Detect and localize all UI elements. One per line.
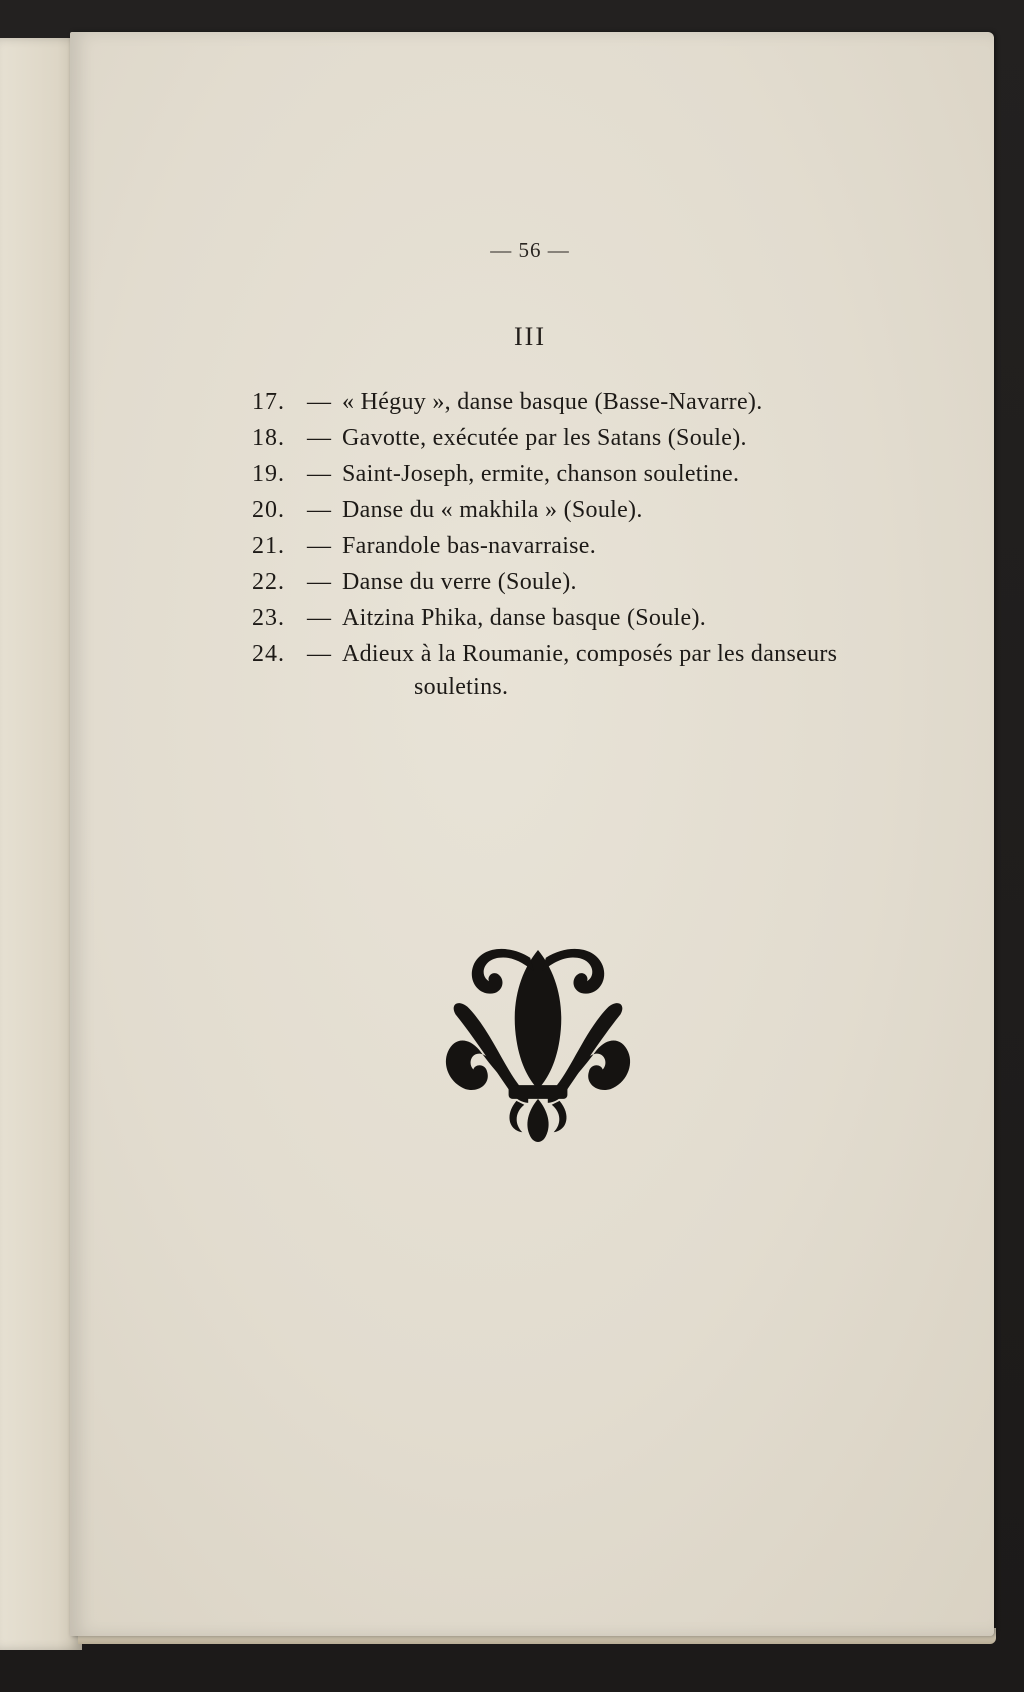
item-dash: —: [307, 569, 331, 595]
item-number: 20.: [252, 497, 285, 523]
list-item: [252, 600, 892, 636]
item-number: 22.: [252, 569, 285, 595]
item-dash: —: [307, 497, 331, 523]
page-number: — 56 —: [490, 238, 570, 262]
list-item: [252, 636, 892, 702]
fleur-de-lis-icon: [440, 940, 636, 1150]
item-number: 19.: [252, 461, 285, 487]
item-text-block: [342, 636, 892, 702]
item-text: « Héguy », danse basque (Basse-Navarre).: [342, 389, 763, 415]
item-text: Danse du verre (Soule).: [342, 569, 577, 595]
item-dash: —: [307, 605, 331, 631]
item-dash: —: [307, 533, 331, 559]
item-dash: —: [307, 425, 331, 451]
item-number: 21.: [252, 533, 285, 559]
item-text: Adieux à la Roumanie, composés par les danseurs: [342, 641, 838, 667]
item-number: 18.: [252, 425, 285, 451]
item-number: 17.: [252, 389, 285, 415]
book-page: [70, 32, 994, 1636]
section-heading: III: [514, 322, 546, 351]
item-text: Farandole bas-navarraise.: [342, 533, 597, 559]
item-dash: —: [307, 641, 331, 667]
list-item: [252, 420, 892, 456]
item-dash: —: [307, 389, 331, 415]
item-text: Saint-Joseph, ermite, chanson souletine.: [342, 461, 740, 487]
list-item: [252, 456, 892, 492]
item-text: Gavotte, exécutée par les Satans (Soule).: [342, 425, 747, 451]
program-list: [252, 384, 892, 702]
item-number: 24.: [252, 641, 285, 667]
item-dash: —: [307, 461, 331, 487]
list-item: [252, 384, 892, 420]
list-item: [252, 528, 892, 564]
item-text-continuation: souletins.: [414, 674, 509, 700]
list-item: [252, 564, 892, 600]
item-number: 23.: [252, 605, 285, 631]
list-item: [252, 492, 892, 528]
item-text: Aitzina Phika, danse basque (Soule).: [342, 605, 707, 631]
item-text: Danse du « makhila » (Soule).: [342, 497, 643, 523]
